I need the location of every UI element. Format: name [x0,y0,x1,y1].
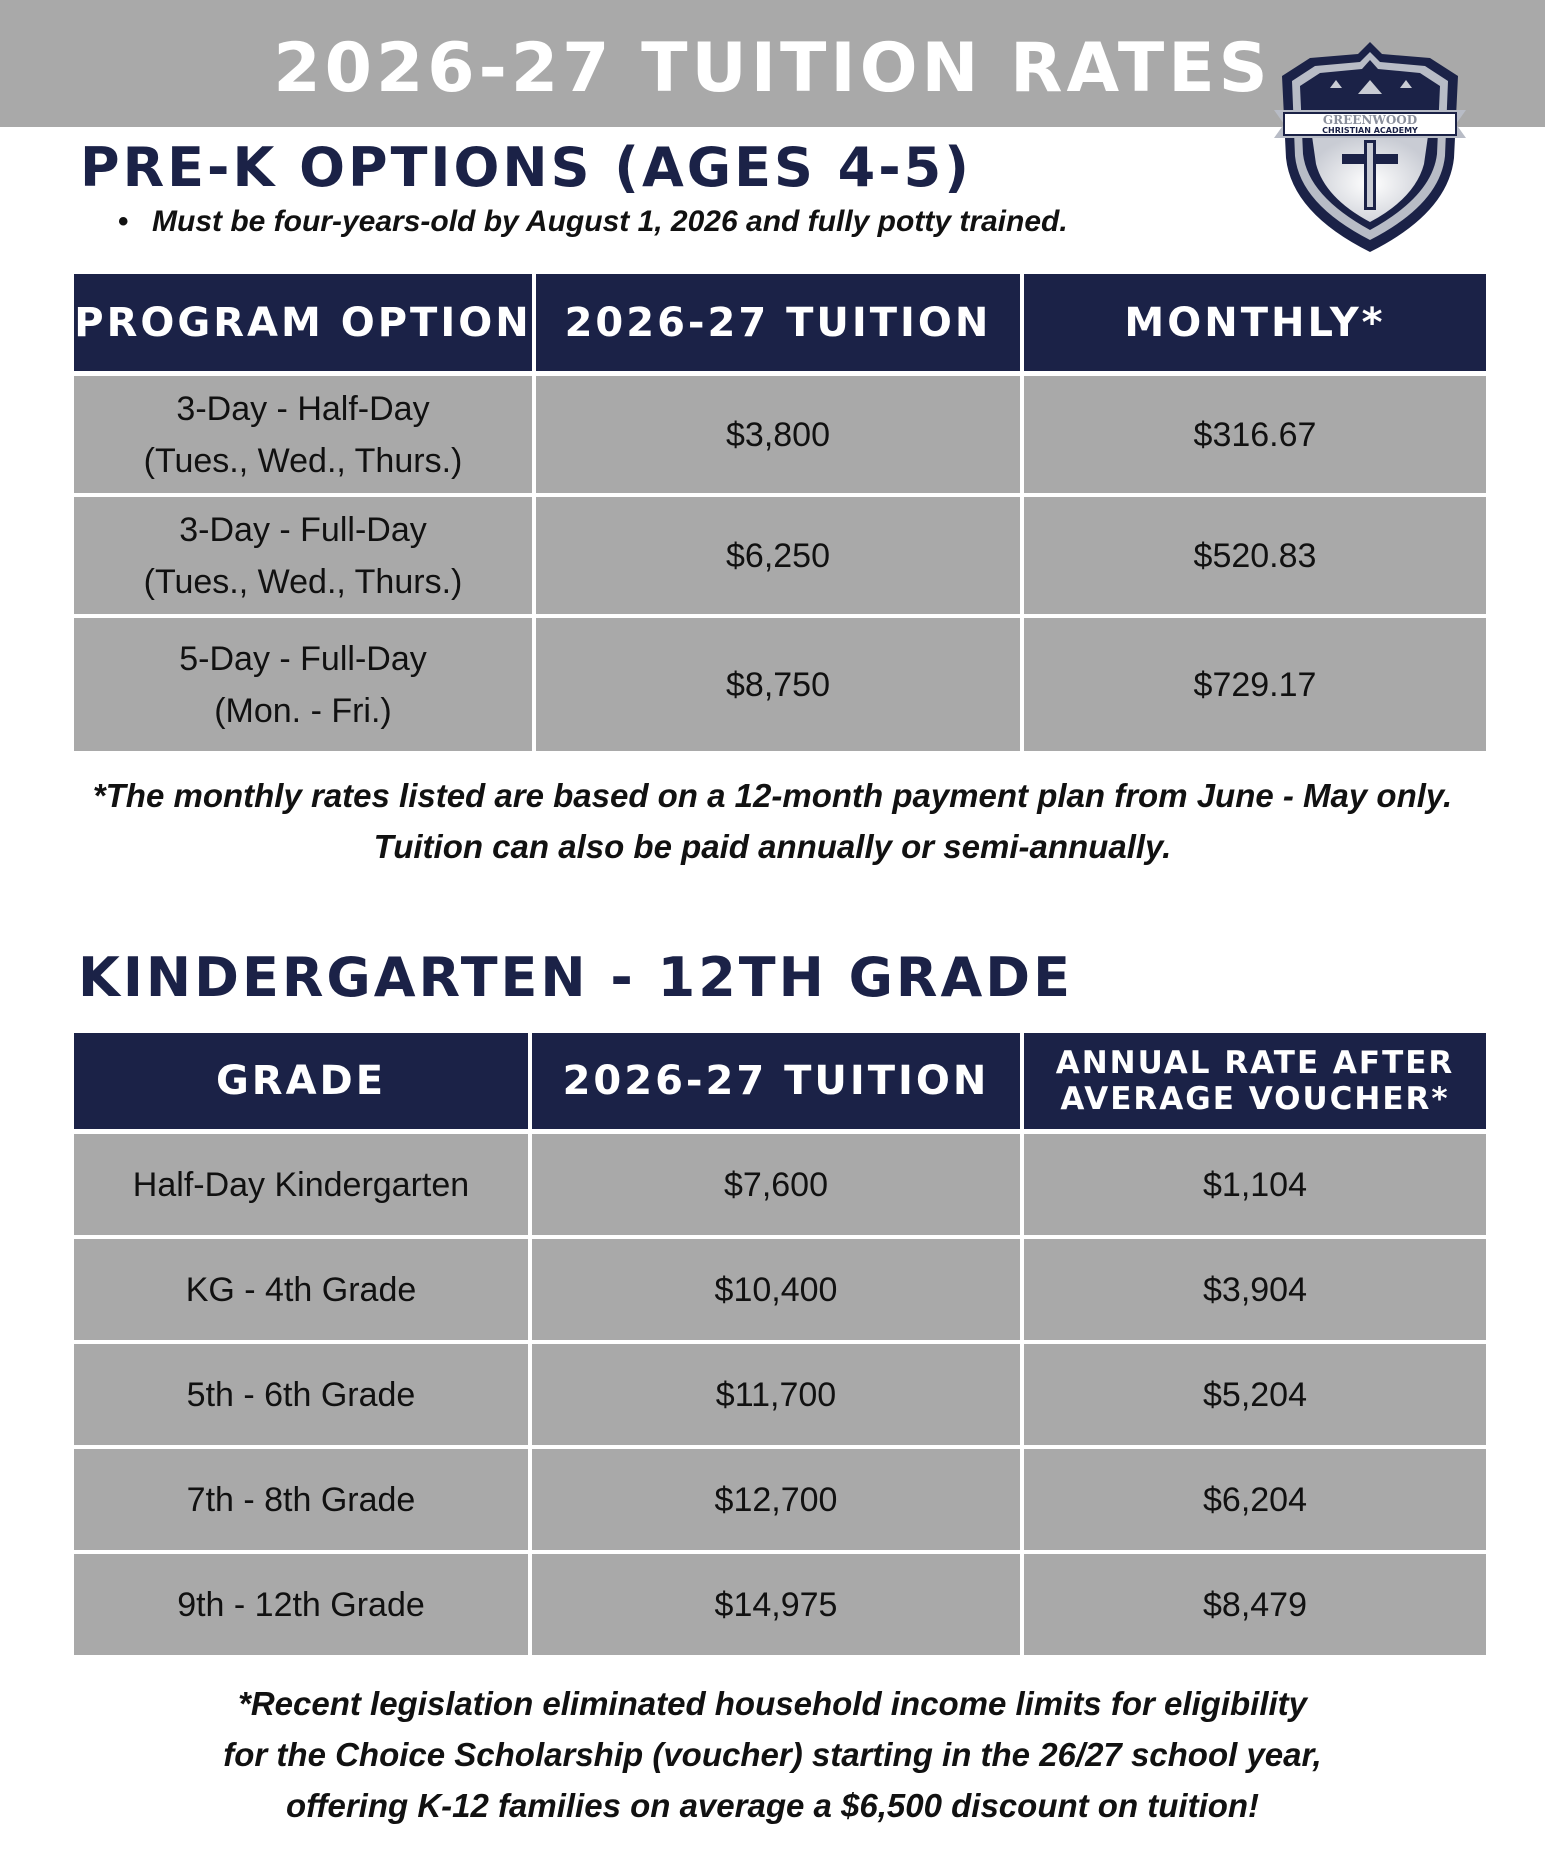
k12-footnote [0,1678,1545,1831]
program-days: (Tues., Wed., Thurs.) [143,441,463,480]
column-header-after-voucher [1022,1033,1486,1132]
column-header-tuition: 2026-27 TUITION [530,1033,1022,1132]
k12-footnote-line-1: *Recent legislation eliminated household income limits for eligibility [237,1685,1308,1722]
program-days: (Tues., Wed., Thurs.) [143,562,463,601]
column-header-tuition: 2026-27 TUITION [534,274,1022,374]
grade-cell: KG - 4th Grade [74,1237,530,1342]
tuition-cell: $7,600 [530,1132,1022,1238]
program-cell [74,616,534,751]
column-header-monthly: MONTHLY* [1022,274,1486,374]
prek-section-title: PRE-K OPTIONS (AGES 4-5) [80,136,972,199]
prek-requirement: • Must be four-years-old by August 1, 2026 and fully potty trained. [118,205,1068,239]
program-days: (Mon. - Fri.) [214,691,392,730]
monthly-cell: $316.67 [1022,374,1486,496]
k12-footnote-line-3: offering K-12 families on average a $6,500 discount on tuition! [285,1787,1260,1824]
k12-footnote-line-2: for the Choice Scholarship (voucher) starting in the 26/27 school year, [223,1736,1322,1773]
tuition-cell: $8,750 [534,616,1022,751]
prek-footnote-line-1: *The monthly rates listed are based on a 12-month payment plan from June - May only. [92,777,1453,814]
table-row [74,374,1486,496]
column-header-program: PROGRAM OPTION [74,274,534,374]
page-title: 2026-27 TUITION RATES [273,29,1272,108]
table-row [74,1552,1486,1655]
program-name: 5-Day - Full-Day [179,639,427,678]
k12-tuition-table [74,1033,1486,1655]
prek-requirement-list [118,205,1068,239]
table-header-row [74,1033,1486,1132]
after-voucher-cell: $6,204 [1022,1447,1486,1552]
after-voucher-cell: $8,479 [1022,1552,1486,1655]
tuition-cell: $10,400 [530,1237,1022,1342]
table-row [74,1237,1486,1342]
program-name: 3-Day - Half-Day [176,389,430,428]
logo-subtitle-text: CHRISTIAN ACADEMY [1322,126,1418,135]
table-row [74,1132,1486,1238]
tuition-cell: $3,800 [534,374,1022,496]
grade-cell: 9th - 12th Grade [74,1552,530,1655]
table-row [74,495,1486,616]
school-crest-logo [1270,38,1470,258]
prek-footnote [0,770,1545,872]
column-header-grade: GRADE [74,1033,530,1132]
cross-inlay [1367,143,1373,207]
monthly-cell: $729.17 [1022,616,1486,751]
grade-cell: 7th - 8th Grade [74,1447,530,1552]
grade-cell: 5th - 6th Grade [74,1342,530,1447]
after-voucher-cell: $5,204 [1022,1342,1486,1447]
grade-cell: Half-Day Kindergarten [74,1132,530,1238]
tuition-cell: $14,975 [530,1552,1022,1655]
program-cell [74,374,534,496]
after-voucher-cell: $1,104 [1022,1132,1486,1238]
prek-tuition-table [74,274,1486,751]
after-voucher-cell: $3,904 [1022,1237,1486,1342]
table-row [74,616,1486,751]
tuition-cell: $11,700 [530,1342,1022,1447]
program-name: 3-Day - Full-Day [179,510,427,549]
prek-footnote-line-2: Tuition can also be paid annually or semi-annually. [373,828,1172,865]
table-row [74,1342,1486,1447]
tuition-cell: $12,700 [530,1447,1022,1552]
table-row [74,1447,1486,1552]
logo-name-text: GREENWOOD [1322,113,1418,127]
table-header-row [74,274,1486,374]
column-header-after-voucher-line-2: AVERAGE VOUCHER* [1060,1081,1450,1117]
column-header-after-voucher-line-1: ANNUAL RATE AFTER [1055,1045,1455,1081]
tuition-cell: $6,250 [534,495,1022,616]
program-cell [74,495,534,616]
k12-section-title: KINDERGARTEN - 12TH GRADE [78,946,1074,1009]
monthly-cell: $520.83 [1022,495,1486,616]
